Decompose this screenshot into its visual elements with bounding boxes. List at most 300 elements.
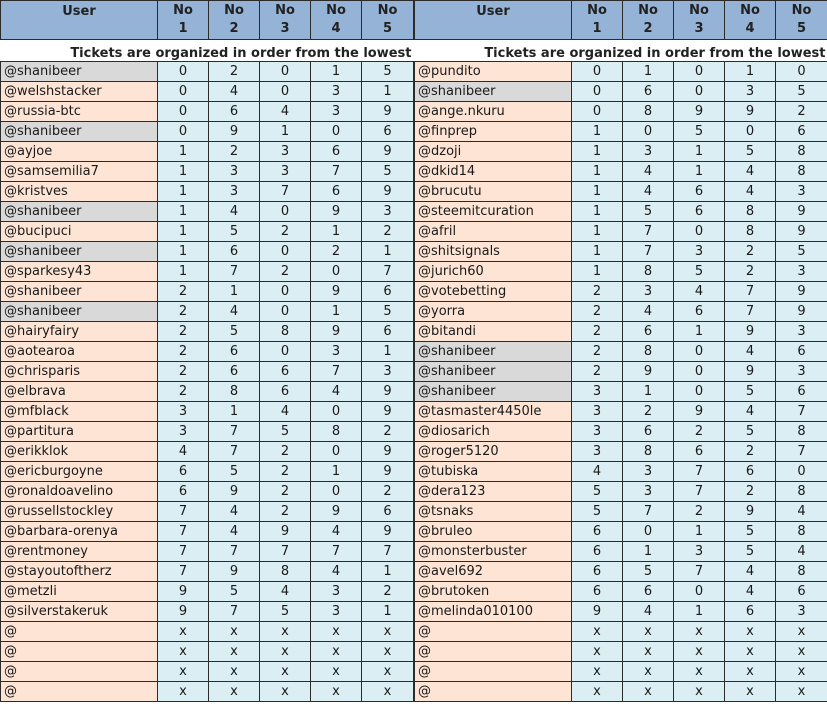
ticket-number-cell: x <box>362 662 414 682</box>
user-column-header: User <box>1 1 158 40</box>
table-row <box>1 202 414 222</box>
ticket-number-cell: 5 <box>209 322 260 342</box>
ticket-number-cell: 7 <box>158 502 209 522</box>
table-row <box>1 262 414 282</box>
ticket-number-cell: 0 <box>260 282 311 302</box>
ticket-number-cell: 6 <box>362 282 414 302</box>
ticket-number-cell: 7 <box>158 562 209 582</box>
user-cell: @metzli <box>1 582 158 602</box>
ticket-number-cell: 5 <box>362 62 414 82</box>
ticket-number-cell: 3 <box>311 342 362 362</box>
user-cell: @ericburgoyne <box>1 462 158 482</box>
ticket-number-cell: 5 <box>674 262 725 282</box>
ticket-number-cell: 6 <box>209 362 260 382</box>
ticket-number-cell: 9 <box>311 502 362 522</box>
ticket-number-cell: 8 <box>776 142 827 162</box>
ticket-number-cell: x <box>158 682 209 702</box>
ticket-number-cell: 1 <box>674 522 725 542</box>
user-cell: @shanibeer <box>1 302 158 322</box>
ticket-number-cell: 5 <box>209 582 260 602</box>
note-row <box>415 40 827 62</box>
user-cell: @shanibeer <box>1 122 158 142</box>
ticket-number-cell: x <box>572 682 623 702</box>
ticket-number-cell: 2 <box>725 482 776 502</box>
ticket-number-cell: 2 <box>572 282 623 302</box>
ticket-number-cell: 8 <box>725 202 776 222</box>
ticket-number-cell: 2 <box>362 222 414 242</box>
ticket-number-cell: 8 <box>623 102 674 122</box>
ticket-number-cell: 3 <box>572 382 623 402</box>
table-row <box>1 102 414 122</box>
ticket-number-cell: 4 <box>260 102 311 122</box>
ticket-number-cell: 0 <box>623 122 674 142</box>
ticket-number-cell: 6 <box>158 462 209 482</box>
ticket-number-cell: 0 <box>311 442 362 462</box>
ticket-number-cell: 2 <box>158 362 209 382</box>
ticket-number-cell: 7 <box>209 542 260 562</box>
table-row <box>1 602 414 622</box>
table-row <box>1 422 414 442</box>
ticket-number-cell: 4 <box>311 562 362 582</box>
ticket-number-cell: 2 <box>674 502 725 522</box>
ticket-number-cell: 0 <box>260 62 311 82</box>
table-row <box>415 442 827 462</box>
ticket-number-cell: 9 <box>623 362 674 382</box>
user-cell: @ <box>1 622 158 642</box>
ticket-number-cell: x <box>362 682 414 702</box>
ticket-number-cell: 3 <box>776 362 827 382</box>
ticket-number-cell: 9 <box>362 142 414 162</box>
table-row <box>415 562 827 582</box>
ticket-table-right <box>414 0 827 702</box>
ticket-number-cell: 6 <box>311 142 362 162</box>
ticket-number-cell: x <box>260 682 311 702</box>
ticket-number-cell: 6 <box>209 242 260 262</box>
ticket-number-cell: 5 <box>776 82 827 102</box>
ticket-number-cell: 9 <box>725 362 776 382</box>
ticket-number-cell: 5 <box>725 142 776 162</box>
no-column-header-1: No 1 <box>158 1 209 40</box>
ticket-number-cell: 0 <box>572 82 623 102</box>
ticket-number-cell: 9 <box>260 522 311 542</box>
ticket-number-cell: 1 <box>158 222 209 242</box>
ticket-number-cell: 9 <box>362 442 414 462</box>
ticket-number-cell: x <box>260 642 311 662</box>
ticket-number-cell: 9 <box>776 302 827 322</box>
user-cell: @shanibeer <box>415 382 572 402</box>
ticket-number-cell: 1 <box>158 242 209 262</box>
ticket-number-cell: 7 <box>362 542 414 562</box>
ticket-number-cell: 0 <box>260 202 311 222</box>
table-row <box>415 282 827 302</box>
ticket-number-cell: 6 <box>209 102 260 122</box>
ticket-number-cell: 5 <box>725 542 776 562</box>
table-row <box>415 382 827 402</box>
ticket-number-cell: 0 <box>158 102 209 122</box>
ticket-number-cell: 8 <box>623 262 674 282</box>
ticket-number-cell: 7 <box>311 162 362 182</box>
ticket-number-cell: 2 <box>623 402 674 422</box>
ticket-number-cell: 0 <box>674 222 725 242</box>
user-cell: @roger5120 <box>415 442 572 462</box>
ticket-number-cell: 6 <box>158 482 209 502</box>
user-cell: @steemitcuration <box>415 202 572 222</box>
ticket-number-cell: 0 <box>674 342 725 362</box>
ticket-number-cell: 9 <box>209 122 260 142</box>
ticket-number-cell: 1 <box>572 142 623 162</box>
ticket-number-cell: 7 <box>158 542 209 562</box>
ticket-number-cell: 2 <box>572 302 623 322</box>
ticket-number-cell: 9 <box>209 562 260 582</box>
ticket-number-cell: 6 <box>260 362 311 382</box>
user-cell: @stayoutoftherz <box>1 562 158 582</box>
user-cell: @ <box>415 682 572 702</box>
ticket-number-cell: 3 <box>623 282 674 302</box>
table-row <box>1 462 414 482</box>
ticket-number-cell: x <box>674 642 725 662</box>
table-row <box>415 622 827 642</box>
table-row <box>415 322 827 342</box>
user-cell: @aotearoa <box>1 342 158 362</box>
ticket-number-cell: 0 <box>776 62 827 82</box>
ticket-number-cell: x <box>572 662 623 682</box>
ticket-number-cell: x <box>725 682 776 702</box>
ticket-number-cell: 9 <box>776 282 827 302</box>
ticket-number-cell: 0 <box>674 382 725 402</box>
user-cell: @jurich60 <box>415 262 572 282</box>
ticket-number-cell: 2 <box>725 242 776 262</box>
ticket-number-cell: 9 <box>362 462 414 482</box>
ticket-number-cell: 9 <box>158 582 209 602</box>
ticket-number-cell: 1 <box>362 602 414 622</box>
ticket-number-cell: x <box>776 642 827 662</box>
user-cell: @ <box>1 642 158 662</box>
table-row <box>415 242 827 262</box>
ticket-number-cell: 3 <box>776 602 827 622</box>
table-row <box>1 342 414 362</box>
user-cell: @rentmoney <box>1 542 158 562</box>
ticket-number-cell: x <box>311 622 362 642</box>
ticket-number-cell: x <box>674 662 725 682</box>
ticket-number-cell: 1 <box>158 202 209 222</box>
ticket-number-cell: 7 <box>260 182 311 202</box>
ticket-number-cell: 8 <box>725 222 776 242</box>
ticket-number-cell: 1 <box>362 342 414 362</box>
ticket-number-cell: 2 <box>260 222 311 242</box>
user-cell: @tubiska <box>415 462 572 482</box>
ticket-number-cell: 2 <box>725 442 776 462</box>
ticket-number-cell: x <box>572 642 623 662</box>
ticket-number-cell: 7 <box>776 402 827 422</box>
user-cell: @dkid14 <box>415 162 572 182</box>
ticket-number-cell: 1 <box>623 62 674 82</box>
ticket-number-cell: 9 <box>311 202 362 222</box>
table-row <box>415 182 827 202</box>
ticket-number-cell: 9 <box>725 322 776 342</box>
user-cell: @melinda010100 <box>415 602 572 622</box>
ticket-number-cell: 7 <box>674 562 725 582</box>
ticket-number-cell: 8 <box>776 562 827 582</box>
table-row <box>415 362 827 382</box>
ticket-number-cell: 7 <box>260 542 311 562</box>
table-row <box>415 82 827 102</box>
ticket-number-cell: 3 <box>674 242 725 262</box>
ticket-number-cell: x <box>209 622 260 642</box>
ticket-number-cell: 2 <box>158 302 209 322</box>
ticket-number-cell: 4 <box>209 202 260 222</box>
ticket-number-cell: 5 <box>362 162 414 182</box>
ticket-table-left <box>0 0 414 702</box>
user-cell: @afril <box>415 222 572 242</box>
user-cell: @chrisparis <box>1 362 158 382</box>
ticket-number-cell: 3 <box>311 102 362 122</box>
table-row <box>415 582 827 602</box>
table-row <box>415 302 827 322</box>
ticket-number-cell: 0 <box>674 362 725 382</box>
table-row <box>415 502 827 522</box>
ticket-number-cell: 7 <box>623 242 674 262</box>
ticket-number-cell: 1 <box>572 122 623 142</box>
ticket-number-cell: 2 <box>572 342 623 362</box>
table-row <box>415 62 827 82</box>
ticket-number-cell: 6 <box>623 582 674 602</box>
ticket-number-cell: 1 <box>572 262 623 282</box>
ticket-number-cell: 1 <box>260 122 311 142</box>
ticket-number-cell: 1 <box>572 222 623 242</box>
table-row <box>1 642 414 662</box>
ticket-number-cell: 6 <box>776 382 827 402</box>
user-cell: @tasmaster4450le <box>415 402 572 422</box>
user-cell: @bucipuci <box>1 222 158 242</box>
ticket-number-cell: 6 <box>311 182 362 202</box>
ticket-number-cell: x <box>776 662 827 682</box>
table-row <box>415 662 827 682</box>
ticket-number-cell: 4 <box>725 562 776 582</box>
ticket-number-cell: 0 <box>725 122 776 142</box>
ticket-number-cell: 1 <box>311 62 362 82</box>
ticket-number-cell: 6 <box>623 82 674 102</box>
ticket-number-cell: 7 <box>725 282 776 302</box>
ticket-number-cell: 3 <box>623 142 674 162</box>
ticket-number-cell: x <box>209 662 260 682</box>
ticket-number-cell: 6 <box>260 382 311 402</box>
ticket-number-cell: 3 <box>260 162 311 182</box>
table-row <box>415 142 827 162</box>
ticket-number-cell: 5 <box>572 502 623 522</box>
ticket-number-cell: 6 <box>362 322 414 342</box>
ticket-number-cell: x <box>311 682 362 702</box>
no-column-header-5: No 5 <box>776 1 827 40</box>
table-row <box>415 462 827 482</box>
ticket-number-cell: 3 <box>572 402 623 422</box>
user-cell: @shanibeer <box>1 62 158 82</box>
table-row <box>1 62 414 82</box>
ticket-number-cell: 1 <box>311 222 362 242</box>
ticket-number-cell: 9 <box>311 322 362 342</box>
ticket-number-cell: 3 <box>725 82 776 102</box>
ticket-number-cell: 8 <box>776 422 827 442</box>
user-cell: @tsnaks <box>415 502 572 522</box>
ticket-number-cell: 3 <box>311 82 362 102</box>
ticket-number-cell: 6 <box>725 462 776 482</box>
ticket-number-cell: 2 <box>209 62 260 82</box>
ticket-number-cell: 6 <box>674 442 725 462</box>
ticket-number-cell: 2 <box>362 422 414 442</box>
ticket-number-cell: x <box>260 662 311 682</box>
ticket-number-cell: 1 <box>623 542 674 562</box>
ticket-number-cell: x <box>776 682 827 702</box>
ticket-number-cell: x <box>362 622 414 642</box>
ticket-number-cell: x <box>311 642 362 662</box>
ticket-number-cell: 3 <box>674 542 725 562</box>
ticket-number-cell: 1 <box>158 162 209 182</box>
ticket-number-cell: 9 <box>572 602 623 622</box>
ticket-number-cell: 2 <box>572 322 623 342</box>
ticket-number-cell: 9 <box>158 602 209 622</box>
table-row <box>1 362 414 382</box>
no-column-header-2: No 2 <box>623 1 674 40</box>
ticket-number-cell: 5 <box>725 422 776 442</box>
table-row <box>1 182 414 202</box>
ticket-number-cell: 6 <box>623 322 674 342</box>
ticket-number-cell: x <box>674 622 725 642</box>
table-row <box>415 102 827 122</box>
ticket-number-cell: x <box>623 642 674 662</box>
ticket-number-cell: 2 <box>776 102 827 122</box>
table-row <box>1 662 414 682</box>
ticket-number-cell: 4 <box>623 162 674 182</box>
ticket-number-cell: 4 <box>725 402 776 422</box>
table-row <box>1 322 414 342</box>
ticket-number-cell: 4 <box>725 182 776 202</box>
ticket-number-cell: 0 <box>260 342 311 362</box>
ticket-number-cell: 8 <box>623 342 674 362</box>
ticket-number-cell: 0 <box>674 62 725 82</box>
ticket-number-cell: 5 <box>725 522 776 542</box>
ticket-number-cell: 3 <box>260 142 311 162</box>
table-row <box>1 162 414 182</box>
ticket-number-cell: x <box>725 662 776 682</box>
ticket-number-cell: x <box>725 642 776 662</box>
no-column-header-5: No 5 <box>362 1 414 40</box>
ticket-number-cell: 5 <box>623 562 674 582</box>
ticket-number-cell: 3 <box>209 182 260 202</box>
ticket-number-cell: x <box>623 682 674 702</box>
ticket-number-cell: 0 <box>311 402 362 422</box>
ticket-number-cell: x <box>725 622 776 642</box>
ticket-number-cell: 4 <box>209 82 260 102</box>
user-cell: @russellstockley <box>1 502 158 522</box>
ticket-number-cell: 7 <box>209 602 260 622</box>
table-row <box>415 162 827 182</box>
ticket-number-cell: 2 <box>260 442 311 462</box>
ticket-number-cell: 0 <box>674 82 725 102</box>
table-row <box>415 402 827 422</box>
ticket-number-cell: 3 <box>362 202 414 222</box>
ticket-number-cell: 8 <box>209 382 260 402</box>
ticket-number-cell: 6 <box>623 422 674 442</box>
table-row <box>1 582 414 602</box>
ticket-number-cell: 7 <box>623 502 674 522</box>
ticket-number-cell: 9 <box>725 502 776 522</box>
table-row <box>1 122 414 142</box>
ticket-number-cell: 8 <box>260 562 311 582</box>
no-column-header-3: No 3 <box>260 1 311 40</box>
ticket-number-cell: 3 <box>311 582 362 602</box>
ticket-number-cell: 6 <box>209 342 260 362</box>
ticket-number-cell: 5 <box>572 482 623 502</box>
ticket-number-cell: 7 <box>362 262 414 282</box>
table-body-right <box>415 62 827 702</box>
ticket-number-cell: 1 <box>572 242 623 262</box>
ticket-number-cell: 3 <box>572 422 623 442</box>
ticket-number-cell: 6 <box>776 582 827 602</box>
user-cell: @welshstacker <box>1 82 158 102</box>
ticket-number-cell: 6 <box>674 302 725 322</box>
ticket-number-cell: 9 <box>776 222 827 242</box>
ticket-number-cell: x <box>260 622 311 642</box>
user-cell: @shanibeer <box>1 202 158 222</box>
ticket-number-cell: 1 <box>572 162 623 182</box>
ticket-number-cell: 3 <box>209 162 260 182</box>
user-cell: @avel692 <box>415 562 572 582</box>
table-row <box>1 82 414 102</box>
ticket-number-cell: 8 <box>776 162 827 182</box>
ticket-number-cell: 3 <box>572 442 623 462</box>
user-cell: @dera123 <box>415 482 572 502</box>
user-cell: @ <box>1 682 158 702</box>
ticket-number-cell: x <box>158 622 209 642</box>
ticket-number-cell: 2 <box>260 482 311 502</box>
ticket-number-cell: 0 <box>260 82 311 102</box>
ticket-number-cell: 1 <box>362 242 414 262</box>
ticket-number-cell: 1 <box>572 182 623 202</box>
table-row <box>415 122 827 142</box>
ticket-number-cell: x <box>158 642 209 662</box>
ticket-number-cell: 4 <box>209 522 260 542</box>
table-row <box>1 382 414 402</box>
table-row <box>1 402 414 422</box>
table-row <box>1 622 414 642</box>
ticket-number-cell: 9 <box>362 402 414 422</box>
ticket-number-cell: 9 <box>776 202 827 222</box>
ticket-number-cell: 1 <box>311 462 362 482</box>
ticket-number-cell: 3 <box>311 602 362 622</box>
table-row <box>415 422 827 442</box>
ticket-number-cell: 4 <box>674 282 725 302</box>
ticket-number-cell: 4 <box>623 602 674 622</box>
no-column-header-1: No 1 <box>572 1 623 40</box>
user-cell: @kristves <box>1 182 158 202</box>
ticket-number-cell: x <box>209 642 260 662</box>
user-cell: @barbara-orenya <box>1 522 158 542</box>
user-cell: @monsterbuster <box>415 542 572 562</box>
ticket-number-cell: 4 <box>623 302 674 322</box>
ticket-number-cell: x <box>623 662 674 682</box>
ticket-number-cell: 4 <box>158 442 209 462</box>
ticket-number-cell: 5 <box>725 382 776 402</box>
ticket-number-cell: 4 <box>776 542 827 562</box>
ticket-number-cell: 1 <box>674 322 725 342</box>
ticket-number-cell: 4 <box>572 462 623 482</box>
ticket-number-cell: x <box>209 682 260 702</box>
ticket-number-cell: 9 <box>362 102 414 122</box>
ticket-number-cell: 4 <box>209 502 260 522</box>
ticket-number-cell: 6 <box>362 122 414 142</box>
ticket-number-cell: 2 <box>362 482 414 502</box>
table-row <box>1 682 414 702</box>
ticket-number-cell: 2 <box>158 282 209 302</box>
